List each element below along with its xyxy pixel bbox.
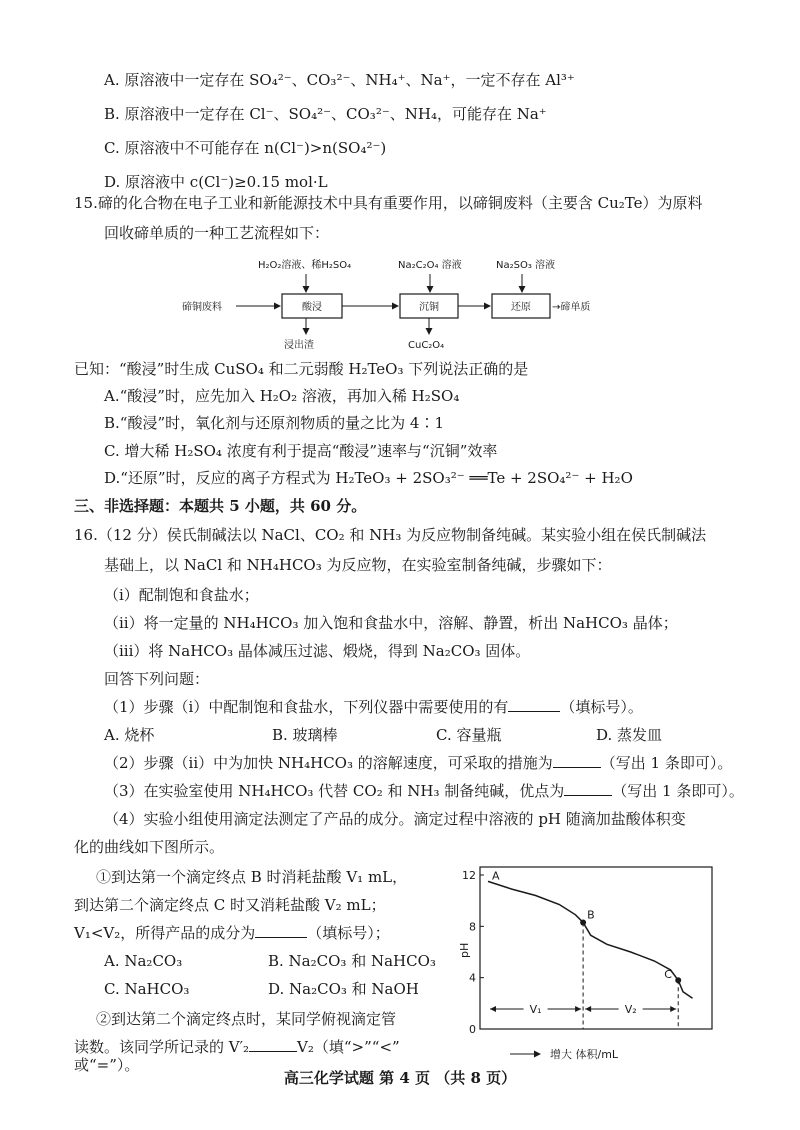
q15-stem-line2: 回收碲单质的一种工艺流程如下： — [104, 224, 330, 242]
q16-sub2-suffix: V₂（填“>”“<” — [297, 1038, 400, 1056]
feed-label: 碲铜废料 — [182, 302, 222, 313]
interval-arrowhead-2-0 — [585, 1006, 591, 1012]
q14-option-d: D. 原溶液中 c(Cl⁻)≥0.15 mol·L — [104, 173, 328, 191]
q16-intro-line1: 16.（12 分）侯氏制碱法以 NaCl、CO₂ 和 NH₃ 为反应物制备纯碱。某实验小组在侯氏制碱法 — [74, 526, 707, 544]
q16-sub1-line2: 到达第二个滴定终点 C 时又消耗盐酸 V₂ mL； — [74, 896, 386, 914]
point-label-A: A — [492, 869, 500, 883]
residue-label: 浸出渣 — [284, 340, 314, 351]
product-label: →碲单质 — [552, 302, 591, 313]
q15-option-a: A.“酸浸”时，应先加入 H₂O₂ 溶液，再加入稀 H₂SO₄ — [104, 387, 460, 405]
reagent-reduction: Na₂SO₃ 溶液 — [496, 260, 556, 271]
q16-part-2-suffix: （写出 1 条即可）。 — [600, 754, 733, 772]
q16-part-2 — [104, 753, 732, 773]
interval-label-v2: V₂ — [624, 1003, 637, 1016]
q16-sub1-option-a: A. Na₂CO₃ — [104, 952, 183, 970]
q15-known: 已知：“酸浸”时生成 CuSO₄ 和二元弱酸 H₂TeO₃ 下列说法正确的是 — [74, 360, 529, 378]
q16-sub1-option-d: D. Na₂CO₃ 和 NaOH — [268, 980, 419, 998]
titration-ph-chart — [452, 862, 732, 1062]
section-3-heading: 三、非选择题：本题共 5 小题，共 60 分。 — [74, 497, 367, 515]
box-acid-leach-label: 酸浸 — [302, 302, 322, 313]
y-tick-label-0: 0 — [469, 1023, 476, 1036]
q16-part-1-suffix: （填标号）。 — [560, 698, 643, 716]
q16-part-1-blank[interactable] — [508, 697, 560, 712]
q16-sub1-text: V₁<V₂，所得产品的成分为 — [74, 924, 256, 942]
q16-part-3 — [104, 781, 744, 801]
q16-sub2-line3: 或“=”）。 — [74, 1056, 140, 1074]
box-copper-precip-label: 沉铜 — [419, 302, 439, 313]
interval-arrowhead-1-0 — [490, 1006, 496, 1012]
q16-part-1-text: （1）步骤（i）中配制饱和食盐水，下列仪器中需要使用的有 — [104, 698, 509, 716]
q16-part-4-line1: （4）实验小组使用滴定法测定了产品的成分。滴定过程中溶液的 pH 随滴加盐酸体积变 — [104, 810, 686, 828]
q16-p1-option-b: B. 玻璃棒 — [272, 726, 338, 744]
q16-intro-line2: 基础上，以 NaCl 和 NH₄HCO₃ 为反应物，在实验室制备纯碱，步骤如下： — [104, 556, 612, 574]
q16-sub2-line2 — [74, 1037, 400, 1057]
point-label-C: C — [664, 968, 672, 982]
y-tick-label-4: 4 — [469, 971, 476, 985]
q14-option-a: A. 原溶液中一定存在 SO₄²⁻、CO₃²⁻、NH₄⁺、Na⁺，一定不存在 Al³⁺ — [104, 71, 575, 89]
q14-option-c: C. 原溶液中不可能存在 n(Cl⁻)>n(SO₄²⁻) — [104, 139, 387, 157]
interval-arrowhead-2-1 — [670, 1006, 676, 1012]
process-flow-diagram — [180, 250, 640, 355]
interval-arrowhead-1-1 — [575, 1006, 581, 1012]
point-label-B: B — [587, 908, 595, 922]
chart-frame — [480, 867, 712, 1029]
y-tick-label-12: 12 — [462, 869, 476, 882]
q16-sub1-blank[interactable] — [255, 923, 307, 938]
q15-stem-line1: 15.碲的化合物在电子工业和新能源技术中具有重要作用，以碲铜废料（主要含 Cu₂Te）为原料 — [74, 194, 703, 212]
q16-answer-prompt: 回答下列问题： — [104, 670, 210, 688]
q16-part-4-line2: 化的曲线如下图所示。 — [74, 838, 225, 856]
q16-p1-option-c: C. 容量瓶 — [436, 726, 502, 744]
q16-step-1: （i）配制饱和食盐水； — [104, 586, 259, 604]
x-axis-label: 增大 体积/mL — [550, 1048, 619, 1061]
box-reduction-label: 还原 — [511, 302, 531, 313]
q16-p1-option-a: A. 烧杯 — [104, 726, 155, 744]
q15-option-c: C. 增大稀 H₂SO₄ 浓度有利于提高“酸浸”速率与“沉铜”效率 — [104, 442, 498, 460]
reagent-copper-precip: Na₂C₂O₄ 溶液 — [398, 260, 462, 271]
q16-part-2-text: （2）步骤（ii）中为加快 NH₄HCO₃ 的溶解速度，可采取的措施为 — [104, 754, 553, 772]
page-footer: 高三化学试题 第 4 页 （共 8 页） — [283, 1069, 517, 1087]
q16-sub1-line3 — [74, 923, 390, 943]
cuc2o4-label: CuC₂O₄ — [408, 340, 445, 351]
q15-option-b: B.“酸浸”时，氧化剂与还原剂物质的量之比为 4∶1 — [104, 414, 444, 432]
q16-sub2-blank[interactable] — [249, 1037, 297, 1052]
ph-curve — [488, 881, 693, 998]
q15-option-d: D.“还原”时，反应的离子方程式为 H₂TeO₃ + 2SO₃²⁻ ══Te + 2SO₄²⁻ + H₂O — [104, 469, 633, 487]
q16-sub1-line1: ①到达第一个滴定终点 B 时消耗盐酸 V₁ mL， — [96, 868, 408, 886]
q14-option-b: B. 原溶液中一定存在 Cl⁻、SO₄²⁻、CO₃²⁻、NH₄，可能存在 Na⁺ — [104, 105, 547, 123]
q16-p1-option-d: D. 蒸发皿 — [596, 726, 663, 744]
q16-sub2-line1: ②到达第二个滴定终点时，某同学俯视滴定管 — [96, 1010, 397, 1028]
q16-sub1-option-b: B. Na₂CO₃ 和 NaHCO₃ — [268, 952, 436, 970]
q16-part-3-blank[interactable] — [564, 781, 612, 796]
q16-step-3: （iii）将 NaHCO₃ 晶体减压过滤、煅烧，得到 Na₂CO₃ 固体。 — [104, 642, 531, 660]
interval-label-v1: V₁ — [529, 1003, 542, 1016]
q16-sub1-suffix: （填标号）； — [307, 924, 390, 942]
q16-part-1 — [104, 697, 643, 717]
q16-part-2-blank[interactable] — [553, 753, 601, 768]
q16-part-3-suffix: （写出 1 条即可）。 — [612, 782, 744, 800]
q16-sub1-option-c: C. NaHCO₃ — [104, 980, 190, 998]
q16-step-2: （ii）将一定量的 NH₄HCO₃ 加入饱和食盐水中，溶解、静置，析出 NaHCO₃ 晶体； — [104, 614, 678, 632]
y-axis-label: pH — [458, 942, 471, 958]
q16-sub2-text: 读数。该同学所记录的 V′₂ — [74, 1038, 250, 1056]
y-tick-label-8: 8 — [469, 920, 476, 934]
q16-part-3-text: （3）在实验室使用 NH₄HCO₃ 代替 CO₂ 和 NH₃ 制备纯碱，优点为 — [104, 782, 565, 800]
reagent-acid-leach: H₂O₂溶液、稀H₂SO₄ — [258, 260, 352, 271]
